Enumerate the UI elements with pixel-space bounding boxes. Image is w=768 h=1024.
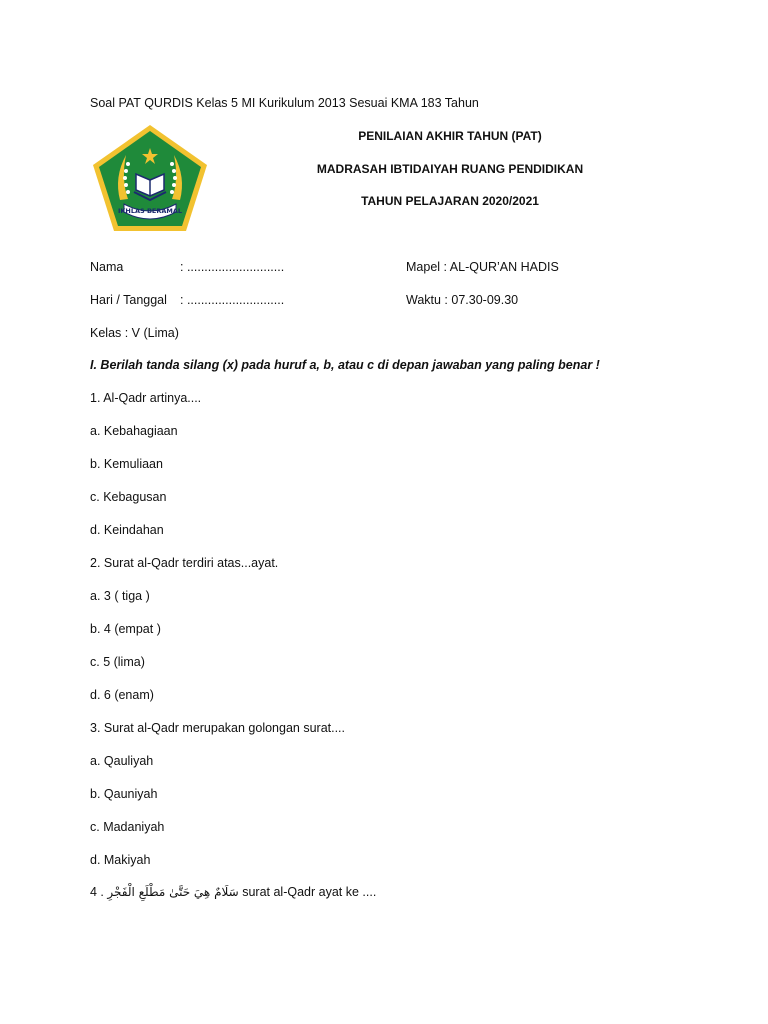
hari-tanggal-field: : ............................ (180, 293, 285, 307)
question-2-option-a: a. 3 ( tiga ) (90, 589, 150, 603)
waktu-field: Waktu : 07.30-09.30 (406, 293, 519, 307)
logo-banner-text: IKHLAS BERAMAL (117, 207, 183, 215)
question-2-option-d: d. 6 (enam) (90, 688, 154, 702)
nama-label: Nama (90, 260, 124, 274)
heading-line-3: TAHUN PELAJARAN 2020/2021 (361, 194, 539, 208)
question-4-text: surat al-Qadr ayat ke .... (242, 885, 377, 899)
question-2-option-c: c. 5 (lima) (90, 655, 145, 669)
question-1-option-b: b. Kemuliaan (90, 457, 163, 471)
instruction-text: I. Berilah tanda silang (x) pada huruf a, b, atau c di depan jawaban yang paling benar ! (90, 358, 600, 372)
document-title: Soal PAT QURDIS Kelas 5 MI Kurikulum 2013 Sesuai KMA 183 Tahun (90, 96, 479, 110)
question-1-option-d: d. Keindahan (90, 523, 164, 537)
question-4-arabic-verse: سَلَامٌ هِيَ حَتَّىٰ مَطْلَعِ الْفَجْرِ (107, 885, 239, 899)
question-4 (90, 884, 376, 900)
nama-field: : ............................ (180, 260, 285, 274)
heading-line-1: PENILAIAN AKHIR TAHUN (PAT) (358, 129, 542, 143)
question-3: 3. Surat al-Qadr merupakan golongan surat.... (90, 721, 346, 735)
question-4-number: 4 . (90, 885, 104, 899)
question-3-option-b: b. Qauniyah (90, 787, 158, 801)
question-2-option-b: b. 4 (empat ) (90, 622, 161, 636)
question-3-option-d: d. Makiyah (90, 853, 151, 867)
hari-tanggal-label: Hari / Tanggal (90, 293, 167, 307)
heading-line-2: MADRASAH IBTIDAIYAH RUANG PENDIDIKAN (316, 162, 584, 176)
question-1-option-a: a. Kebahagiaan (90, 424, 178, 438)
question-3-option-c: c. Madaniyah (90, 820, 165, 834)
kelas-field: Kelas : V (Lima) (90, 326, 179, 340)
question-1-option-c: c. Kebagusan (90, 490, 167, 504)
question-3-option-a: a. Qauliyah (90, 754, 154, 768)
kemenag-logo (90, 122, 210, 234)
question-2: 2. Surat al-Qadr terdiri atas...ayat. (90, 556, 279, 570)
mapel-field: Mapel : AL-QUR’AN HADIS (406, 260, 559, 274)
question-1: 1. Al-Qadr artinya.... (90, 391, 202, 405)
